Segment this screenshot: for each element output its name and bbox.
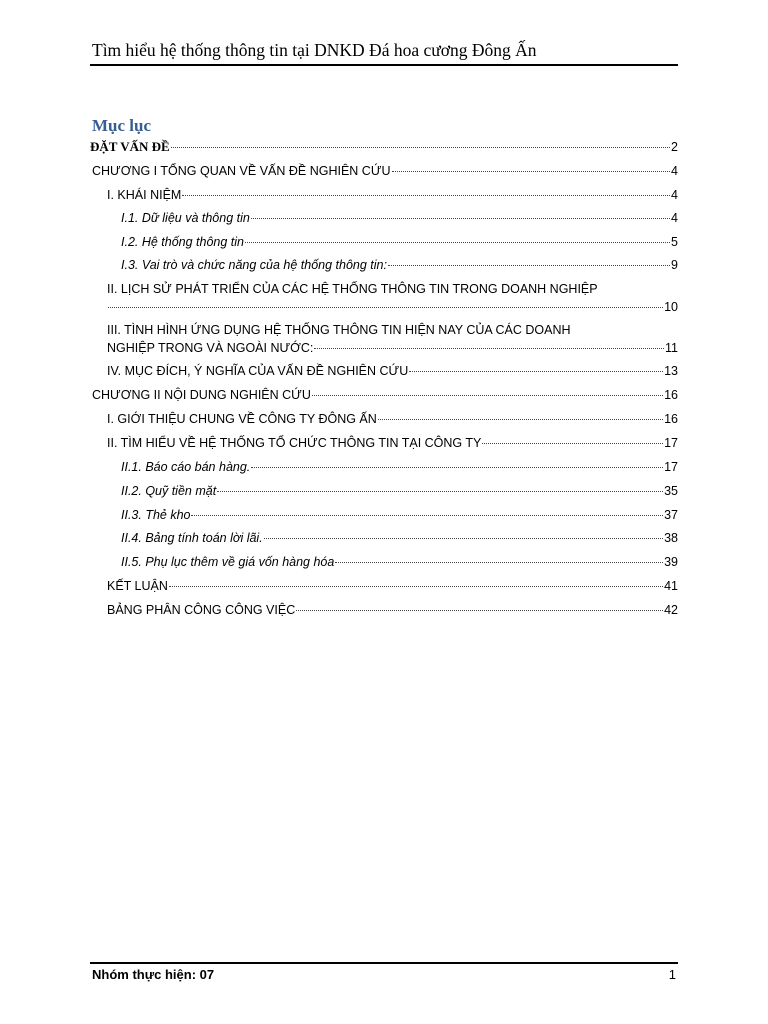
toc-entry-ii3[interactable]: II.3. Thẻ kho 37 bbox=[121, 508, 678, 522]
toc-page-number: 16 bbox=[664, 388, 678, 402]
toc-entry-tim-hieu[interactable]: II. TÌM HIỂU VỀ HỆ THỐNG TỔ CHỨC THÔNG TIN TẠI CÔNG TY 17 bbox=[107, 436, 678, 450]
dot-leader bbox=[392, 171, 671, 172]
document-header-title: Tìm hiểu hệ thống thông tin tại DNKD Đá hoa cương Đông Ấn bbox=[92, 40, 537, 60]
toc-entry-i2[interactable]: I.2. Hệ thống thông tin 5 bbox=[121, 235, 678, 249]
toc-page-number: 2 bbox=[671, 140, 678, 154]
header-divider bbox=[90, 64, 678, 66]
toc-page-number: 4 bbox=[671, 164, 678, 178]
dot-leader bbox=[171, 147, 670, 148]
dot-leader bbox=[169, 586, 663, 587]
dot-leader bbox=[388, 265, 670, 266]
toc-page-number: 5 bbox=[671, 235, 678, 249]
toc-heading: Mục lục bbox=[92, 116, 152, 135]
dot-leader bbox=[191, 515, 663, 516]
toc-page-number: 17 bbox=[664, 436, 678, 450]
toc-entry-phan-cong[interactable]: BẢNG PHÂN CÔNG CÔNG VIỆC 42 bbox=[107, 603, 678, 617]
toc-entry-ii5[interactable]: II.5. Phụ lục thêm về giá vốn hàng hóa 39 bbox=[121, 555, 678, 569]
toc-page-number: 13 bbox=[664, 364, 678, 378]
toc-page-number: 17 bbox=[664, 460, 678, 474]
dot-leader bbox=[251, 218, 670, 219]
dot-leader bbox=[217, 491, 663, 492]
toc-entry-i1[interactable]: I.1. Dữ liệu và thông tin 4 bbox=[121, 211, 678, 225]
dot-leader bbox=[296, 610, 663, 611]
toc-entry-khai-niem[interactable]: I. KHÁI NIỆM 4 bbox=[107, 188, 678, 202]
toc-entry-chuong-2[interactable]: CHƯƠNG II NỘI DUNG NGHIÊN CỨU 16 bbox=[92, 388, 678, 402]
toc-page-number: 16 bbox=[664, 412, 678, 426]
dot-leader bbox=[251, 467, 663, 468]
dot-leader bbox=[312, 395, 663, 396]
footer-page-number: 1 bbox=[668, 967, 676, 982]
toc-entry-tinh-hinh-title[interactable]: III. TÌNH HÌNH ỨNG DỤNG HỆ THỐNG THÔNG TIN HIỆN NAY CỦA CÁC DOANH bbox=[107, 323, 571, 337]
toc-page-number: 4 bbox=[671, 211, 678, 225]
toc-page-number: 37 bbox=[664, 508, 678, 522]
toc-entry-dat-van-de[interactable]: ĐẶT VẤN ĐỀ 2 bbox=[90, 139, 678, 154]
toc-entry-gioi-thieu[interactable]: I. GIỚI THIỆU CHUNG VỀ CÔNG TY ĐÔNG ẤN 16 bbox=[107, 412, 678, 426]
toc-entry-ii2[interactable]: II.2. Quỹ tiền mặt 35 bbox=[121, 484, 678, 498]
toc-page-number: 35 bbox=[664, 484, 678, 498]
footer-group-label: Nhóm thực hiện: 07 bbox=[92, 967, 215, 982]
dot-leader bbox=[378, 419, 663, 420]
toc-entry-ii1[interactable]: II.1. Báo cáo bán hàng. 17 bbox=[121, 460, 678, 474]
toc-page-number: 10 bbox=[664, 300, 678, 314]
toc-entry-tinh-hinh[interactable]: NGHIỆP TRONG VÀ NGOÀI NƯỚC: 11 bbox=[107, 341, 678, 355]
dot-leader bbox=[314, 348, 664, 349]
toc-entry-lich-su-title[interactable]: II. LỊCH SỬ PHÁT TRIỂN CỦA CÁC HỆ THỐNG THÔNG TIN TRONG DOANH NGHIỆP bbox=[107, 282, 598, 296]
toc-page-number: 9 bbox=[671, 258, 678, 272]
dot-leader bbox=[245, 242, 670, 243]
dot-leader bbox=[182, 195, 670, 196]
dot-leader bbox=[409, 371, 663, 372]
toc-entry-ket-luan[interactable]: KẾT LUẬN 41 bbox=[107, 579, 678, 593]
toc-page-number: 38 bbox=[664, 531, 678, 545]
toc-entry-lich-su-leader[interactable] bbox=[107, 299, 678, 315]
toc-entry-chuong-1[interactable]: CHƯƠNG I TỔNG QUAN VỀ VẤN ĐỀ NGHIÊN CỨU 4 bbox=[92, 164, 678, 178]
toc-entry-i3[interactable]: I.3. Vai trò và chức năng của hệ thống thông tin: 9 bbox=[121, 258, 678, 272]
toc-page-number: 39 bbox=[664, 555, 678, 569]
toc-entry-muc-dich[interactable]: IV. MỤC ĐÍCH, Ý NGHĨA CỦA VẤN ĐỀ NGHIÊN CỨU 13 bbox=[107, 364, 678, 378]
toc-page-number: 4 bbox=[671, 188, 678, 202]
dot-leader bbox=[335, 562, 663, 563]
toc-page-number: 42 bbox=[664, 603, 678, 617]
dot-leader bbox=[264, 538, 663, 539]
toc-page-number: 11 bbox=[665, 341, 678, 355]
toc-entry-ii4[interactable]: II.4. Bảng tính toán lời lãi. 38 bbox=[121, 531, 678, 545]
footer-divider bbox=[90, 962, 678, 964]
dot-leader bbox=[108, 307, 663, 308]
toc-page-number: 41 bbox=[664, 579, 678, 593]
dot-leader bbox=[482, 443, 663, 444]
